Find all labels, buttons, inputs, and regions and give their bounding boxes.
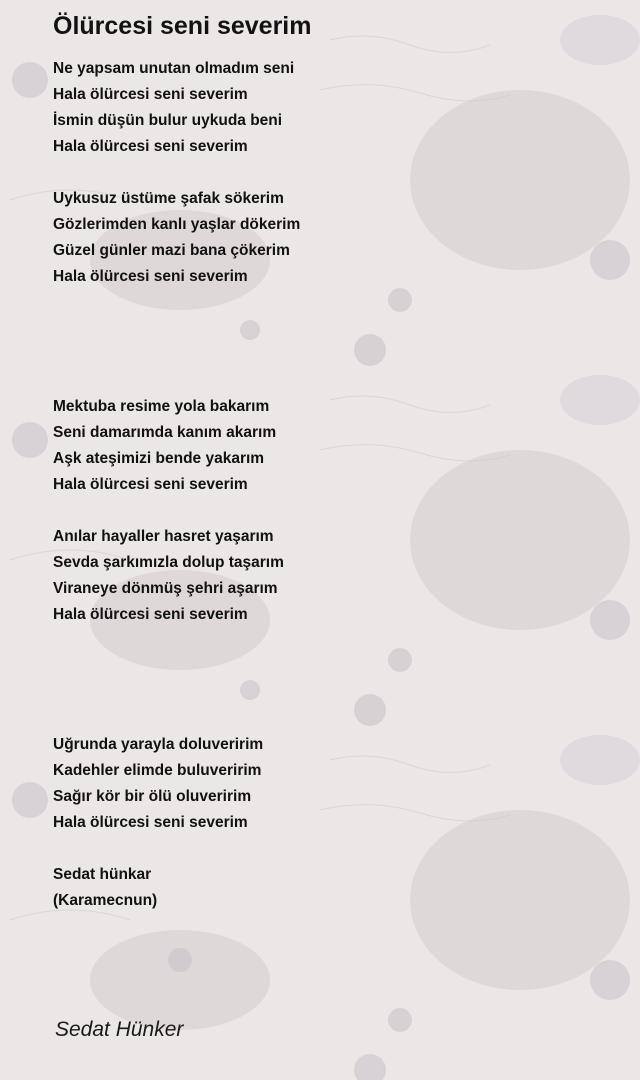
poem-line: Hala ölürcesi seni severim	[53, 476, 248, 493]
poem-line: Hala ölürcesi seni severim	[53, 606, 248, 623]
poem-line: Viraneye dönmüş şehri aşarım	[53, 580, 278, 597]
stanza-1	[53, 56, 613, 160]
poem-line: Güzel günler mazi bana çökerim	[53, 242, 290, 259]
poem-line: Gözlerimden kanlı yaşlar dökerim	[53, 216, 301, 233]
poem-line: Mektuba resime yola bakarım	[53, 398, 270, 415]
poem-line: (Karamecnun)	[53, 892, 158, 909]
poem-line: Hala ölürcesi seni severim	[53, 138, 248, 155]
poem-line: Aşk ateşimizi bende yakarım	[53, 450, 265, 467]
poem-line: Sağır kör bir ölü oluveririm	[53, 788, 252, 805]
poem-line: Uykusuz üstüme şafak sökerim	[53, 190, 284, 207]
stanza-2	[53, 186, 613, 290]
stanza-5	[53, 732, 613, 836]
poem-line: Ne yapsam unutan olmadım seni	[53, 60, 295, 77]
stanza-signature	[53, 862, 613, 914]
poem-line: Sevda şarkımızla dolup taşarım	[53, 554, 284, 571]
poem-line: Seni damarımda kanım akarım	[53, 424, 277, 441]
poem-line: Hala ölürcesi seni severim	[53, 814, 248, 831]
stanza-4	[53, 524, 613, 628]
poem-line: Hala ölürcesi seni severim	[53, 86, 248, 103]
poem-line: Sedat hünkar	[53, 866, 152, 883]
stanza-3	[53, 394, 613, 498]
poem-line: Hala ölürcesi seni severim	[53, 268, 248, 285]
poem-line: Uğrunda yarayla doluveririm	[53, 736, 264, 753]
author-name: Sedat Hünker	[55, 1018, 184, 1041]
poem-container	[53, 10, 613, 940]
poem-line: Anılar hayaller hasret yaşarım	[53, 528, 274, 545]
poem-line: Kadehler elimde buluveririm	[53, 762, 262, 779]
poem-line: İsmin düşün bulur uykuda beni	[53, 112, 283, 129]
poem-title: Ölürcesi seni severim	[53, 12, 312, 40]
